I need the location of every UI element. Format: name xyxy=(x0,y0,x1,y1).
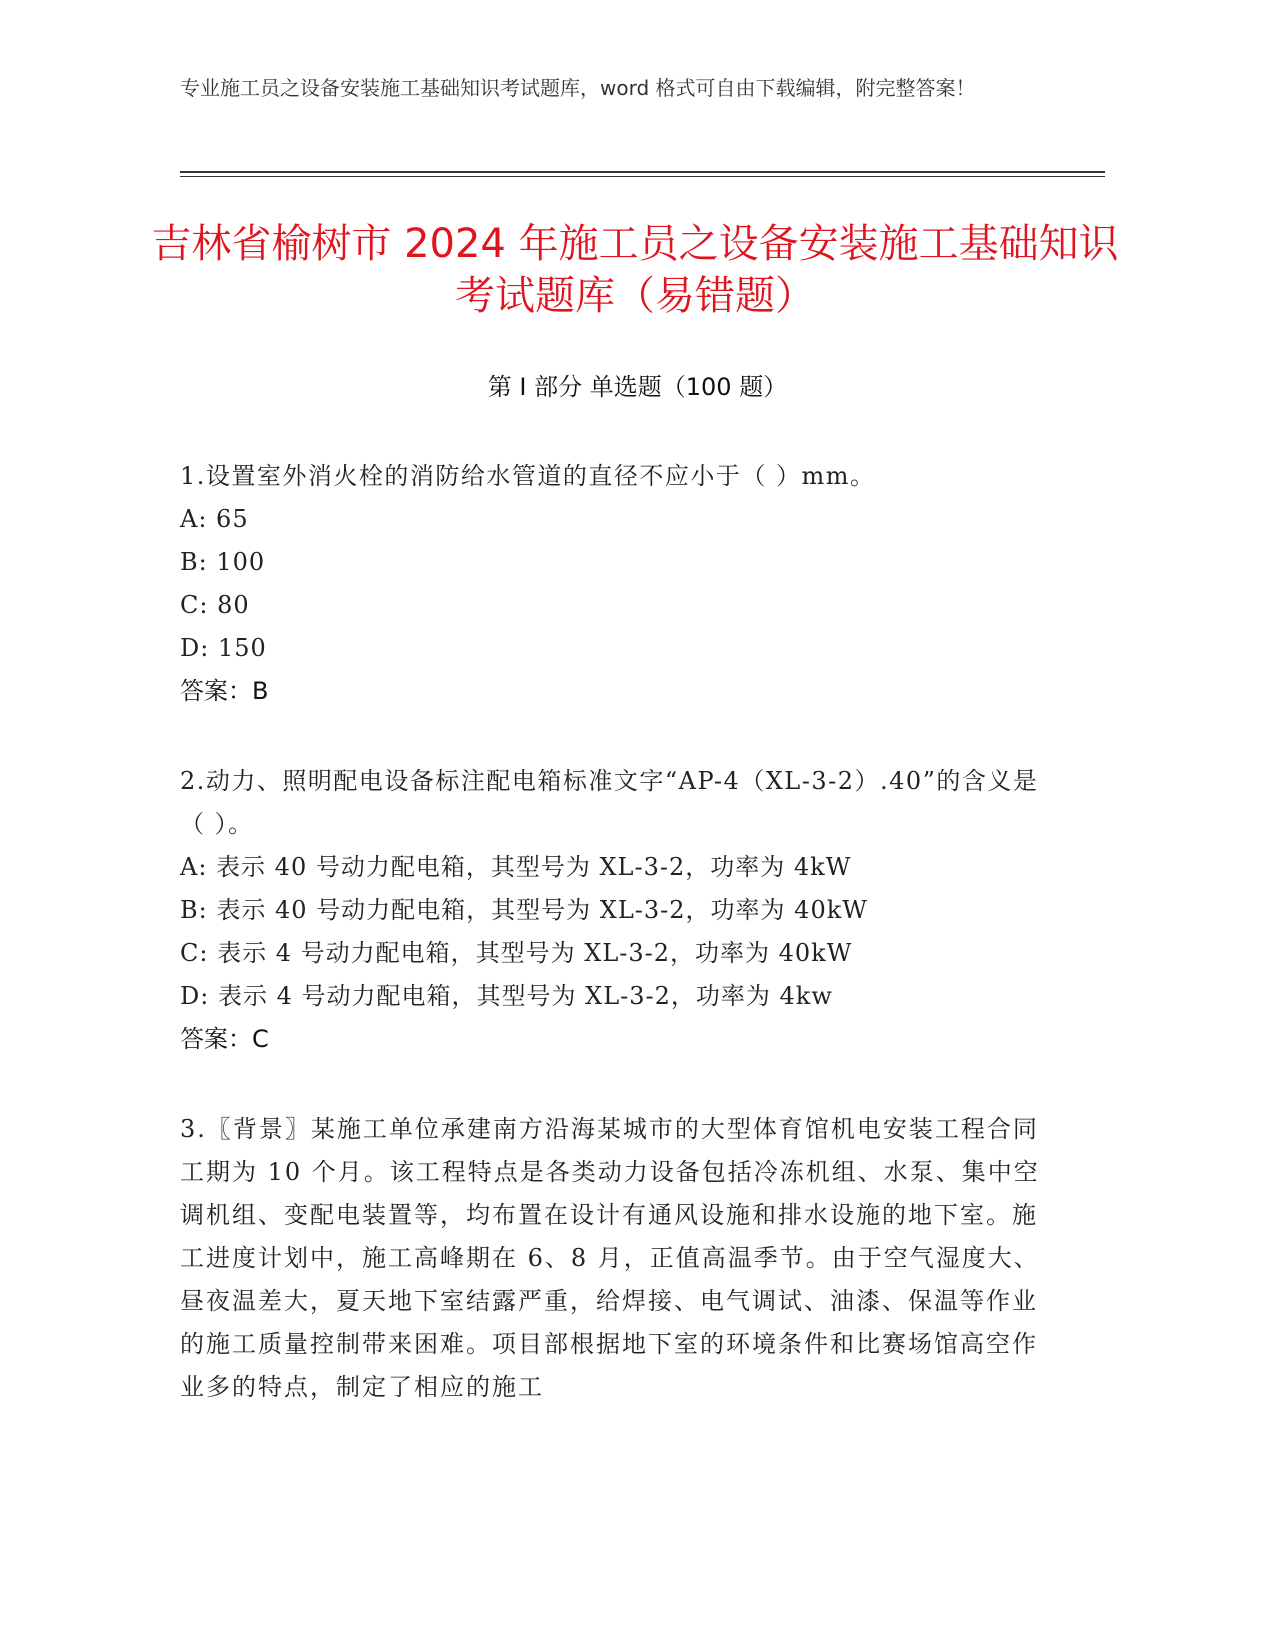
document-title: 吉林省榆树市 2024 年施工员之设备安装施工基础知识考试题库（易错题） xyxy=(151,221,1119,319)
answer: 答案：B xyxy=(180,677,269,705)
question-2 xyxy=(180,760,1040,1061)
option-a: A: 65 xyxy=(180,505,249,533)
header-rule-thin xyxy=(180,176,1105,177)
option-b: B: 100 xyxy=(180,548,266,576)
question-stem: 2.动力、照明配电设备标注配电箱标准文字“AP-4（XL-3-2）.40”的含义是（ ）。 xyxy=(180,767,1039,838)
option-a: A: 表示 40 号动力配电箱，其型号为 XL-3-2，功率为 4kW xyxy=(180,853,852,881)
option-d: D: 150 xyxy=(180,634,267,662)
header-rule-thick xyxy=(180,171,1105,173)
question-3 xyxy=(180,1108,1040,1409)
option-b: B: 表示 40 号动力配电箱，其型号为 XL-3-2，功率为 40kW xyxy=(180,896,868,924)
option-c: C: 80 xyxy=(180,591,250,619)
section-heading: 第 I 部分 单选题（100 题） xyxy=(487,373,788,401)
question-stem: 3.〖背景〗某施工单位承建南方沿海某城市的大型体育馆机电安装工程合同工期为 10 个月。该工程特点是各类动力设备包括冷冻机组、水泵、集中空调机组、变配电装置等，均布置在设计有通风设施和排水设施的地下室。施工进度计划中，施工高峰期在 6、8 月，正值高温季节。由于空气湿度大、昼夜温差大，夏天地下室结露严重，给焊接、电气调试、油漆、保温等作业的施工质量控制带来困难。项目部根据地下室的环境条件和比赛场馆高空作业多的特点，制定了相应的施工 xyxy=(180,1115,1040,1401)
question-stem: 1.设置室外消火栓的消防给水管道的直径不应小于（ ）mm。 xyxy=(180,462,876,490)
option-d: D: 表示 4 号动力配电箱，其型号为 XL-3-2，功率为 4kw xyxy=(180,982,833,1010)
option-c: C: 表示 4 号动力配电箱，其型号为 XL-3-2，功率为 40kW xyxy=(180,939,853,967)
header-note: 专业施工员之设备安装施工基础知识考试题库，word 格式可自由下载编辑，附完整答案！ xyxy=(180,76,976,100)
answer: 答案：C xyxy=(180,1025,269,1053)
question-1 xyxy=(180,455,1040,713)
